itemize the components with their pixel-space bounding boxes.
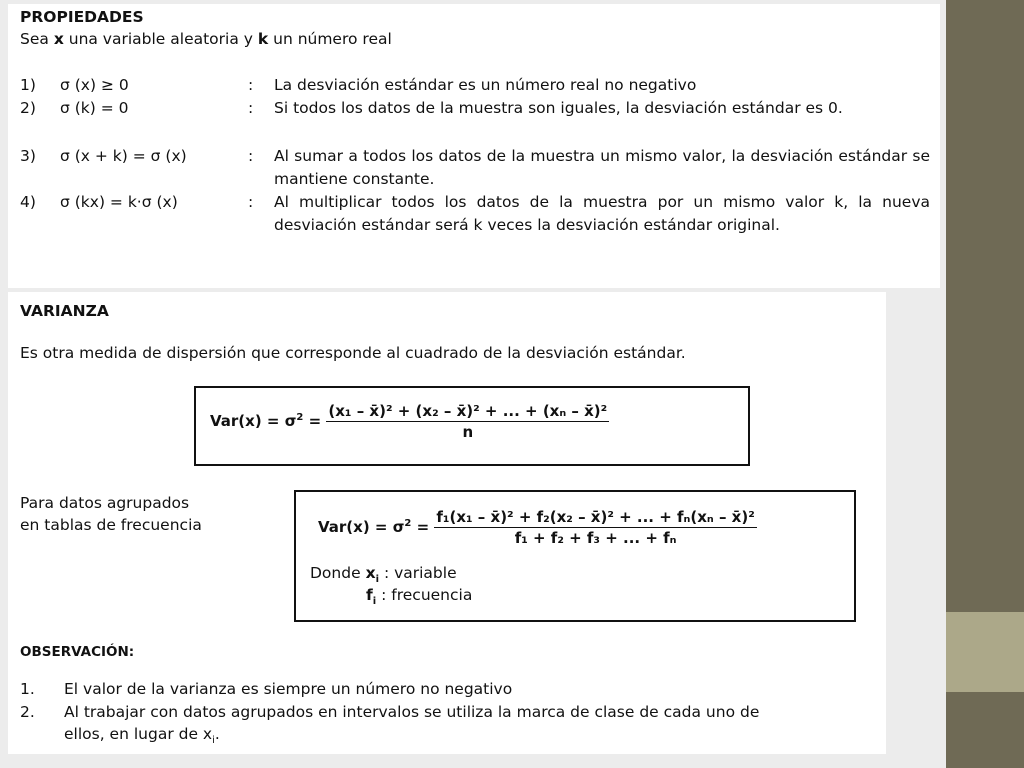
property-number: 4) — [20, 193, 36, 211]
property-text: Al sumar a todos los datos de la muestra un mismo valor, la desviación estándar se mantiene constante. — [274, 147, 930, 188]
formula-numerator: (x₁ – x̄)² + (x₂ – x̄)² + ... + (xₙ – x̄)² — [328, 402, 608, 420]
variance-formula — [210, 402, 609, 441]
property-colon: : — [248, 193, 254, 211]
formula-lhs: Var(x) = σ — [318, 518, 405, 536]
grouped-variance-formula — [318, 508, 757, 547]
intro-variable-x: x — [53, 30, 64, 48]
donde-xi-line — [310, 564, 457, 585]
propiedades-intro — [20, 30, 392, 48]
property-formula: σ (x + k) = σ (x) — [60, 147, 187, 165]
grouped-label-line1: Para datos agrupados — [20, 494, 190, 512]
property-text: Si todos los datos de la muestra son iguales, la desviación estándar es 0. — [274, 99, 843, 117]
variance-formula-box — [194, 386, 750, 466]
sidebar-accent-block — [946, 612, 1024, 692]
intro-part: Sea — [20, 30, 54, 48]
observacion-number: 1. — [20, 680, 35, 698]
propiedades-title: PROPIEDADES — [20, 8, 144, 26]
property-formula: σ (x) ≥ 0 — [60, 76, 129, 94]
formula-lhs: Var(x) = σ — [210, 412, 297, 430]
observacion-title: OBSERVACIÓN: — [20, 644, 135, 660]
formula-equals: = — [303, 412, 322, 430]
property-colon: : — [248, 99, 254, 117]
propiedades-panel — [8, 4, 940, 288]
property-number: 2) — [20, 99, 36, 117]
property-number: 3) — [20, 147, 36, 165]
formula-numerator: f₁(x₁ – x̄)² + f₂(x₂ – x̄)² + ... + fₙ(xₙ – x̄)² — [436, 508, 755, 526]
property-colon: : — [248, 147, 254, 165]
varianza-title: VARIANZA — [20, 302, 109, 320]
observacion-text: Al trabajar con datos agrupados en intervalos se utiliza la marca de clase de cada uno de — [64, 703, 760, 721]
formula-denominator: n — [462, 423, 474, 441]
formula-exponent: 2 — [296, 412, 304, 423]
property-formula: σ (k) = 0 — [60, 99, 129, 117]
intro-part: una variable aleatoria y — [63, 30, 258, 48]
observacion-text-continued — [64, 725, 220, 746]
formula-exponent: 2 — [404, 518, 412, 529]
xi-base: x — [365, 564, 376, 582]
fi-subscript: i — [372, 596, 377, 608]
observacion-cont-text: ellos, en lugar de x — [64, 725, 213, 743]
observacion-period: . — [214, 725, 220, 743]
property-number: 1) — [20, 76, 36, 94]
fi-description: : frecuencia — [381, 586, 473, 604]
observacion-number: 2. — [20, 703, 35, 721]
xi-description: : variable — [383, 564, 457, 582]
observacion-subscript: i — [212, 735, 215, 747]
xi-subscript: i — [375, 574, 379, 586]
property-colon: : — [248, 76, 254, 94]
grouped-variance-formula-box — [294, 490, 856, 622]
formula-fraction — [434, 508, 756, 547]
varianza-panel — [8, 292, 886, 754]
xi-symbol — [365, 564, 379, 586]
varianza-description: Es otra medida de dispersión que corresponde al cuadrado de la desviación estándar. — [20, 344, 686, 362]
fi-symbol — [366, 586, 377, 608]
donde-fi-line — [366, 586, 472, 607]
property-formula: σ (kx) = k·σ (x) — [60, 193, 178, 211]
intro-variable-k: k — [257, 30, 269, 48]
observacion-text: El valor de la varianza es siempre un número no negativo — [64, 680, 513, 698]
formula-denominator: f₁ + f₂ + f₃ + ... + fₙ — [514, 529, 677, 547]
fi-base: f — [366, 586, 373, 604]
property-text: Al multiplicar todos los datos de la muestra por un mismo valor k, la nueva desviación estándar será k veces la desviación estándar original. — [274, 193, 930, 234]
donde-label: Donde — [310, 564, 361, 582]
intro-part: un número real — [268, 30, 392, 48]
decorative-sidebar — [946, 0, 1024, 768]
formula-equals: = — [411, 518, 430, 536]
grouped-label-line2: en tablas de frecuencia — [20, 516, 202, 534]
property-text: La desviación estándar es un número real no negativo — [274, 76, 697, 94]
formula-fraction — [326, 402, 609, 441]
